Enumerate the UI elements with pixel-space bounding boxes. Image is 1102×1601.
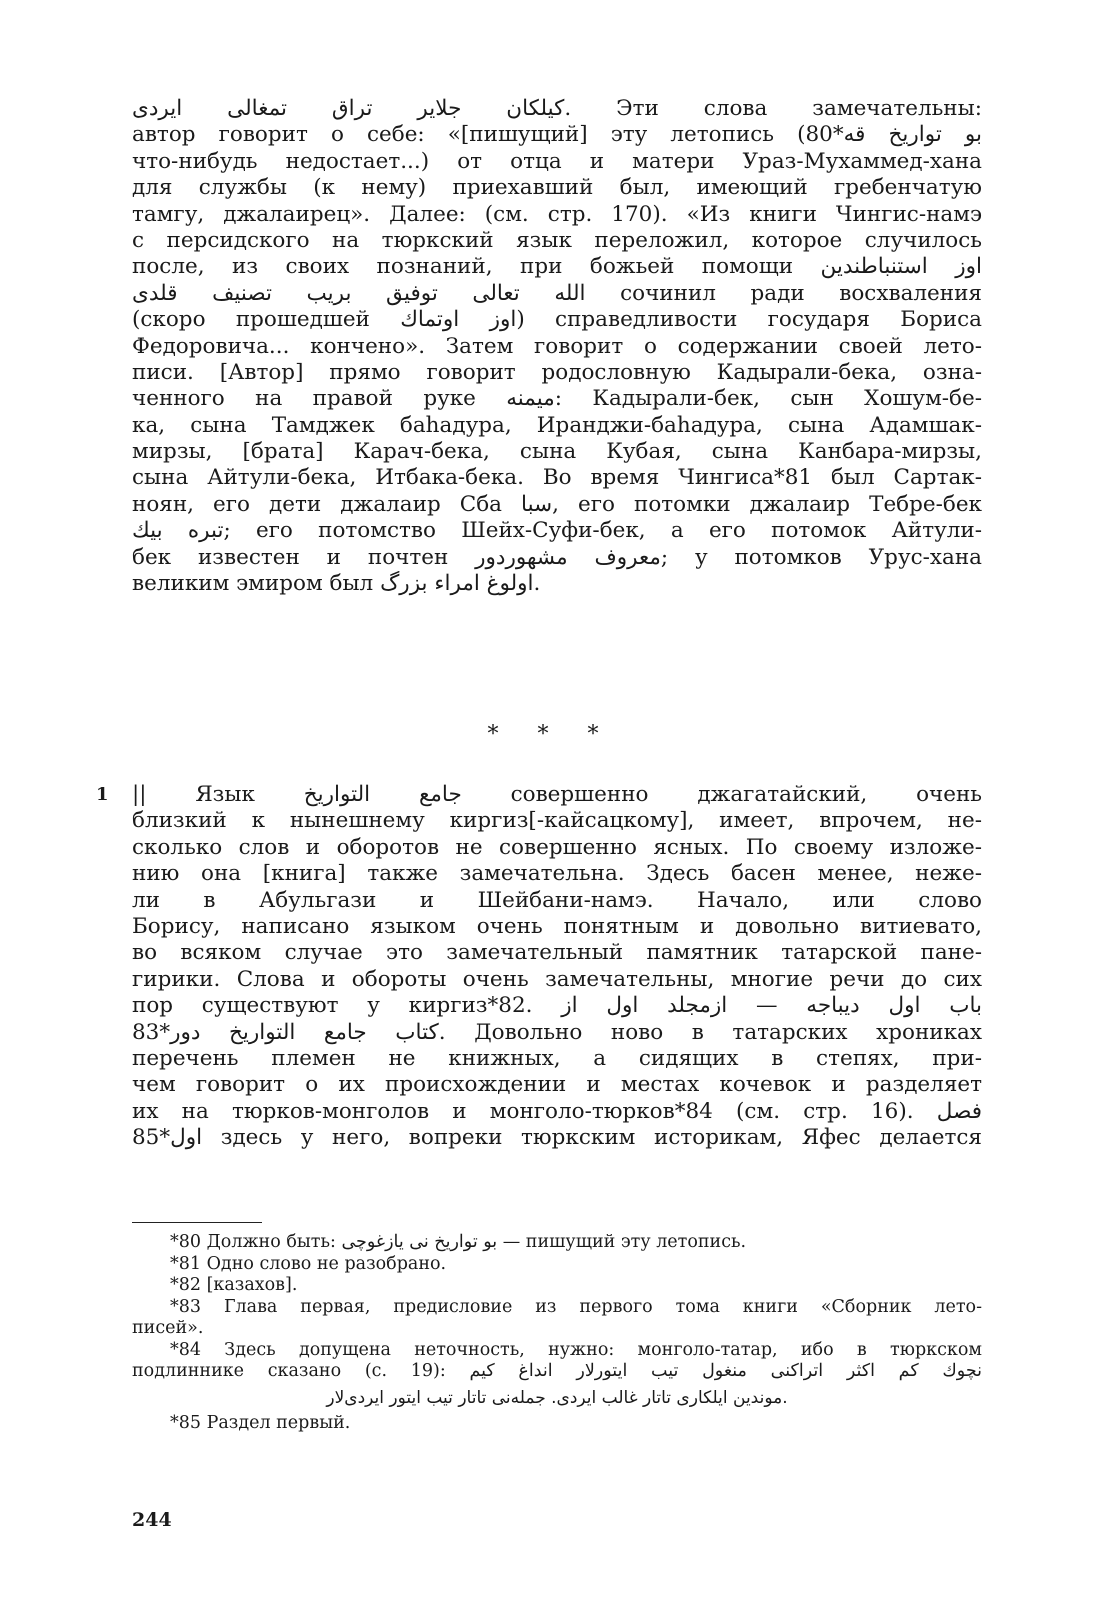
text-line: اول*85 здесь у него, вопреки тюркским историкам, Яфес делается <box>132 1125 982 1151</box>
text-line: что-нибудь недостает...) от отца и матери Ураз-Мухаммед-хана <box>132 148 982 174</box>
text-line: близкий к нынешнему киргиз[-кайсацкому], имеет, впрочем, не- <box>132 808 982 834</box>
text-line: перечень племен не книжных, а сидящих в степях, при- <box>132 1045 982 1071</box>
text-line: сына Айтули-бека, Итбака-бека. Во время Чингиса*81 был Сартак- <box>132 465 982 491</box>
text-line: писи. [Автор] прямо говорит родословную Кадырали-бека, озна- <box>132 359 982 385</box>
text-line: для службы (к нему) приехавший был, имеющий гребенчатую <box>132 175 982 201</box>
text-line: нию она [книга] также замечательна. Здесь басен менее, неже- <box>132 861 982 887</box>
footnote-84-cont: подлиннике сказано (с. 19): نچوك كم اكثر اتراكنى منغول تيب ايتورلار انداغ كيم <box>132 1361 982 1381</box>
page-number: 244 <box>132 1509 172 1531</box>
text-line: Федоровича... кончено». Затем говорит о содержании своей лето- <box>132 333 982 359</box>
text-line: пор существуют у киргиз*82. باب اول ديباجه — ازمجلد اول از <box>132 993 982 1019</box>
text-line: ка, сына Тамджек баhадура, Иранджи-баhадура, сына Адамшак- <box>132 412 982 438</box>
text-line: с персидского на тюркский язык переложил, которое случилось <box>132 227 982 253</box>
text-line: ли в Абульгази и Шейбани-намэ. Начало, или слово <box>132 887 982 913</box>
footnote-85: *85 Раздел первый. <box>170 1412 351 1433</box>
text-line: تبره بيك; его потомство Шейх-Суфи-бек, а его потомок Айтули- <box>132 518 982 544</box>
section-separator: * * * <box>487 722 615 747</box>
footnote-82: *82 [казахов]. <box>170 1275 298 1295</box>
text-line: автор говорит о себе: «[пишущий] эту летопись (بو تواريخ قه*80 <box>132 122 982 148</box>
text-line: (скоро прошедшей اوز اوتماك) справедливости государя Бориса <box>132 307 982 333</box>
text-line: великим эмиром был اولوغ امراء بزرگ. <box>132 571 541 597</box>
text-line: ченного на правой руке ميمنه: Кадырали-бек, сын Хошум-бе- <box>132 386 982 412</box>
main-text-block-2 <box>132 782 982 1151</box>
footnote-80: *80 Должно быть: بو تواريخ نى يازغوچى — пишущий эту летопись. <box>170 1232 747 1252</box>
text-line: после, из своих познаний, при божьей помощи اوز استنباطندين <box>132 254 982 280</box>
text-line: كيلكان جلاير تراق تمغالى ايردى. Эти слова замечательны: <box>132 96 982 121</box>
text-line: их на тюрков-монголов и монголо-тюрков*84 (см. стр. 16). فصل <box>132 1098 982 1124</box>
footnote-rule <box>132 1222 262 1223</box>
footnote-83-cont: писей». <box>132 1318 204 1338</box>
text-line: ноян, его дети джалаир Сба سبا, его потомки джалаир Тебре-бек <box>132 491 982 517</box>
main-text-block-1 <box>132 96 982 597</box>
text-line: Борису, написано языком очень понятным и довольно витиевато, <box>132 913 982 939</box>
text-line: гирики. Слова и обороты очень замечательны, многие речи до сих <box>132 966 982 992</box>
footnote-84: *84 Здесь допущена неточность, нужно: монголо-татар, ибо в тюркском <box>170 1339 982 1360</box>
text-line: во всяком случае это замечательный памятник татарской пане- <box>132 940 982 966</box>
text-line: || Язык جامع التواريخ совершенно джагатайский, очень <box>132 782 982 807</box>
text-line: тамгу, джалаирец». Далее: (см. стр. 170). «Из книги Чингис-намэ <box>132 201 982 227</box>
text-line: мирзы, [брата] Карач-бека, сына Кубая, сына Канбара-мирзы, <box>132 439 982 465</box>
text-line: كتاب جامع التواريخ دور*83. Довольно ново в татарских хрониках <box>132 1019 982 1045</box>
footnote-83: *83 Глава первая, предисловие из первого тома книги «Сборник лето- <box>170 1296 982 1317</box>
text-line: الله تعالى توفيق بريب تصنيف قلدى сочинил ради восхваления <box>132 280 982 306</box>
margin-marker: 1 <box>96 784 109 805</box>
footnote-84-arabic: موندين ايلكارى تاتار غالب ايردى. جمله‌نى تاتار تيب ايتور ايردى‌لار. <box>326 1387 788 1408</box>
footnote-81: *81 Одно слово не разобрано. <box>170 1253 447 1274</box>
text-line: сколько слов и оборотов не совершенно ясных. По своему изложе- <box>132 834 982 860</box>
text-line: бек известен и почтен معروف مشهوردور; у потомков Урус-хана <box>132 544 982 570</box>
footnotes <box>132 1232 982 1434</box>
text-line: чем говорит о их происхождении и местах кочевок и разделяет <box>132 1072 982 1098</box>
